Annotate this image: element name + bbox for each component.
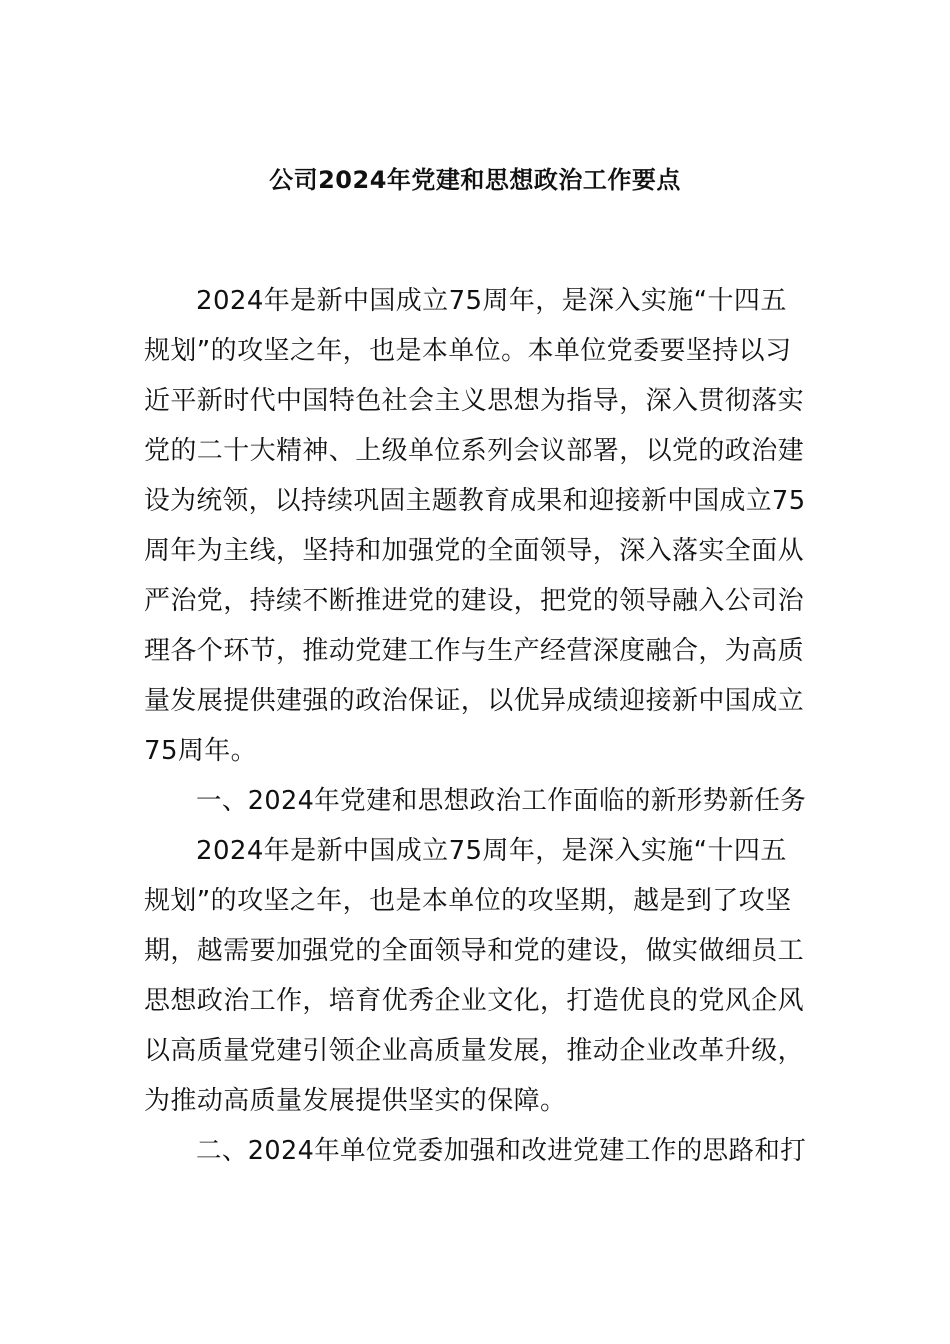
paragraph-line: 周年为主线，坚持和加强党的全面领导，深入落实全面从: [144, 536, 805, 566]
paragraph-line: 2024年是新中国成立75周年，是深入实施“十四五: [196, 836, 787, 866]
section-heading: 二、2024年单位党委加强和改进党建工作的思路和打: [196, 1136, 807, 1166]
paragraph-line: 为推动高质量发展提供坚实的保障。: [144, 1086, 567, 1116]
paragraph-line: 严治党，持续不断推进党的建设，把党的领导融入公司治: [144, 586, 805, 616]
section-heading: 一、2024年党建和思想政治工作面临的新形势新任务: [196, 786, 807, 816]
paragraph-line: 期，越需要加强党的全面领导和党的建设，做实做细员工: [144, 936, 805, 966]
paragraph-line: 思想政治工作，培育优秀企业文化，打造优良的党风企风: [144, 986, 805, 1016]
paragraph-line: 党的二十大精神、上级单位系列会议部署，以党的政治建: [144, 436, 805, 466]
document-title: 公司2024年党建和思想政治工作要点: [269, 166, 681, 194]
paragraph-line: 理各个环节，推动党建工作与生产经营深度融合，为高质: [144, 636, 805, 666]
paragraph-line: 规划”的攻坚之年，也是本单位。本单位党委要坚持以习: [144, 336, 792, 366]
paragraph-line: 75周年。: [144, 736, 258, 766]
paragraph-line: 2024年是新中国成立75周年，是深入实施“十四五: [196, 286, 787, 316]
paragraph-line: 近平新时代中国特色社会主义思想为指导，深入贯彻落实: [144, 386, 805, 416]
paragraph-line: 设为统领，以持续巩固主题教育成果和迎接新中国成立75: [144, 486, 806, 516]
paragraph-line: 以高质量党建引领企业高质量发展，推动企业改革升级，: [144, 1036, 805, 1066]
paragraph-line: 规划”的攻坚之年，也是本单位的攻坚期，越是到了攻坚: [144, 886, 792, 916]
paragraph-line: 量发展提供建强的政治保证，以优异成绩迎接新中国成立: [144, 686, 805, 716]
